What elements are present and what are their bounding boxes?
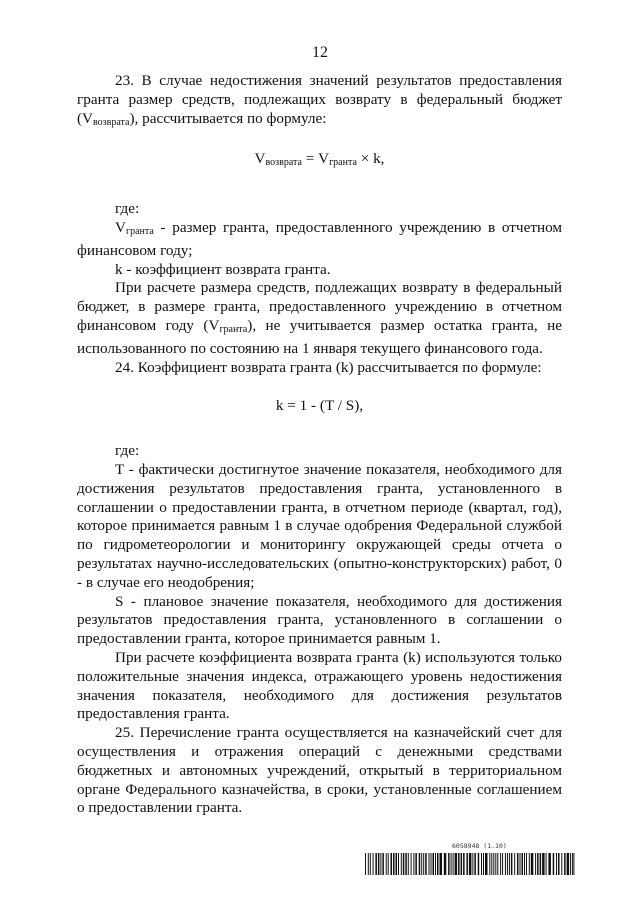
barcode-stripe bbox=[431, 853, 432, 875]
where-label-1: где: bbox=[115, 200, 140, 218]
paragraph-23-text-2: ), рассчитывается по формуле: bbox=[129, 109, 327, 127]
paragraph-calculation-text-2: ), не учитывается размер остатка гранта, не использованного по состоянию на 1 января текущего финансового года. bbox=[77, 316, 562, 357]
barcode-stripe bbox=[474, 853, 476, 875]
barcode bbox=[365, 853, 575, 875]
barcode-stripe bbox=[548, 853, 551, 875]
formula-1-v: V bbox=[254, 150, 266, 168]
barcode-stripe bbox=[411, 853, 412, 875]
barcode-stripe bbox=[493, 853, 494, 875]
barcode-stripe bbox=[509, 853, 510, 875]
barcode-stripe bbox=[558, 853, 560, 875]
barcode-stripe bbox=[413, 853, 414, 875]
barcode-stripe bbox=[561, 853, 562, 875]
barcode-stripe bbox=[485, 853, 488, 875]
barcode-stripe bbox=[378, 853, 380, 875]
barcode-stripe bbox=[500, 853, 501, 875]
barcode-stripe bbox=[481, 853, 482, 875]
page-number: 12 bbox=[312, 44, 328, 61]
barcode-stripe bbox=[382, 853, 384, 875]
barcode-stripe bbox=[458, 853, 460, 875]
barcode-stripe bbox=[522, 853, 524, 875]
barcode-stripe bbox=[535, 853, 536, 875]
barcode-stripe bbox=[425, 853, 427, 875]
barcode-label: 6058948 (1.10) bbox=[452, 842, 507, 850]
barcode-stripe bbox=[553, 853, 555, 875]
barcode-stripe bbox=[517, 853, 519, 875]
barcode-stripe bbox=[451, 853, 452, 875]
barcode-stripe bbox=[495, 853, 496, 875]
barcode-stripe bbox=[386, 853, 387, 875]
definition-k: k - коэффициент возврата гранта. bbox=[115, 260, 331, 278]
barcode-stripe bbox=[440, 853, 443, 875]
definition-s: S - плановое значение показателя, необходимого для достижения результатов предоставления гранта, установленного в соглашении о предоставлении гранта, которое принимается равным 1. bbox=[77, 592, 562, 648]
barcode-stripe bbox=[405, 853, 407, 875]
barcode-stripe bbox=[572, 853, 574, 875]
barcode-stripe bbox=[556, 853, 557, 875]
formula-return-amount bbox=[77, 150, 562, 173]
barcode-stripe bbox=[380, 853, 381, 875]
barcode-stripe bbox=[469, 853, 472, 875]
barcode-stripe bbox=[472, 853, 473, 875]
document-body bbox=[77, 72, 562, 818]
barcode-stripe bbox=[437, 853, 439, 875]
where-label-2: где: bbox=[115, 442, 140, 460]
barcode-stripe bbox=[520, 853, 521, 875]
barcode-stripe bbox=[396, 853, 398, 875]
barcode-stripe bbox=[564, 853, 566, 875]
barcode-stripe bbox=[491, 853, 492, 875]
paragraph-23 bbox=[77, 72, 562, 132]
barcode-stripe bbox=[444, 853, 447, 875]
paragraph-coefficient-usage: При расчете коэффициента возврата гранта (k) используются только положительные значения индекса, отражающего уровень недостижения значения показателя, необходимого для достижения результатов предоставления гранта. bbox=[77, 648, 562, 723]
barcode-stripe bbox=[393, 853, 395, 875]
definition-t: T - фактически достигнутое значение показателя, необходимого для достижения результатов предоставления гранта, установленного в соглашении о предоставлении гранта, в отчетном периоде (квартал, год), которое принимается равным 1 в случае одобрения Федеральной службой по гидрометеорологии и мониторингу окружающей среды отчета о результатах научно-исследовательских (опытно-конструкторских) работ, 0 - в случае его неодобрения; bbox=[77, 460, 562, 591]
formula-1-end: × k, bbox=[356, 150, 385, 168]
paragraph-23-text-1: 23. В случае недостижения значений результатов предоставления гранта размер средств, подлежащих возврату в федеральный бюджет (V bbox=[77, 72, 562, 127]
barcode-stripe bbox=[365, 853, 366, 875]
barcode-stripe bbox=[461, 853, 463, 875]
barcode-stripe bbox=[540, 853, 542, 875]
barcode-stripe bbox=[526, 853, 527, 875]
barcode-stripe bbox=[497, 853, 498, 875]
barcode-stripe bbox=[408, 853, 409, 875]
barcode-stripe bbox=[403, 853, 405, 875]
definition-v-subscript: гранта bbox=[125, 225, 154, 237]
barcode-stripe bbox=[466, 853, 468, 875]
formula-1-sub-1: возврата bbox=[265, 157, 302, 169]
barcode-stripe bbox=[489, 853, 490, 875]
barcode-stripe bbox=[429, 853, 430, 875]
barcode-stripe bbox=[415, 853, 417, 875]
barcode-stripe bbox=[453, 853, 454, 875]
barcode-stripe bbox=[542, 853, 545, 875]
barcode-stripe bbox=[401, 853, 402, 875]
barcode-stripe bbox=[511, 853, 513, 875]
barcode-stripe bbox=[483, 853, 484, 875]
paragraph-24: 24. Коэффициент возврата гранта (k) рассчитывается по формуле: bbox=[115, 358, 542, 376]
barcode-stripe bbox=[435, 853, 436, 875]
barcode-stripe bbox=[433, 853, 435, 875]
formula-1-mid: = V bbox=[301, 150, 330, 168]
barcode-stripe bbox=[505, 853, 506, 875]
barcode-stripe bbox=[478, 853, 480, 875]
barcode-stripe bbox=[423, 853, 424, 875]
formula-1-sub-2: гранта bbox=[329, 157, 357, 169]
barcode-stripe bbox=[463, 853, 465, 875]
barcode-stripe bbox=[373, 853, 374, 875]
barcode-stripe bbox=[388, 853, 389, 875]
barcode-stripe bbox=[455, 853, 458, 875]
barcode-stripe bbox=[570, 853, 571, 875]
definition-v-text: - размер гранта, предоставленного учреждению в отчетном финансовом году; bbox=[77, 218, 562, 259]
barcode-stripe bbox=[448, 853, 450, 875]
barcode-stripe bbox=[537, 853, 539, 875]
barcode-stripe bbox=[375, 853, 377, 875]
barcode-stripe bbox=[524, 853, 525, 875]
barcode-stripe bbox=[529, 853, 530, 875]
barcode-stripe bbox=[398, 853, 399, 875]
paragraph-calculation-text-1: При расчете размера средств, подлежащих возврату в федеральный бюджет, в размере гранта, предоставленного учреждению в отчетном финансовом году (V bbox=[77, 279, 562, 334]
barcode-stripe bbox=[391, 853, 393, 875]
definition-v-grant bbox=[77, 219, 562, 261]
barcode-stripe bbox=[419, 853, 421, 875]
barcode-stripe bbox=[368, 853, 369, 875]
formula-coefficient: k = 1 - (T / S), bbox=[275, 397, 364, 415]
paragraph-25: 25. Перечисление гранта осуществляется на казначейский счет для осуществления и отражения операций с денежными средствами бюджетных и автономных учреждений, открытый в территориальном органе Федерального казначейства, в сроки, установленные соглашением о предоставлении гранта. bbox=[77, 724, 562, 817]
barcode-stripe bbox=[546, 853, 547, 875]
barcode-stripe bbox=[531, 853, 534, 875]
barcode-stripe bbox=[370, 853, 371, 875]
barcode-stripe bbox=[502, 853, 503, 875]
definition-v-symbol: V bbox=[115, 218, 126, 236]
barcode-stripe bbox=[421, 853, 422, 875]
barcode-stripe bbox=[514, 853, 515, 875]
barcode-stripe bbox=[507, 853, 508, 875]
paragraph-calculation bbox=[77, 279, 562, 358]
barcode-stripe bbox=[567, 853, 570, 875]
paragraph-23-subscript: возврата bbox=[93, 116, 130, 128]
paragraph-calculation-subscript: гранта bbox=[219, 323, 248, 335]
